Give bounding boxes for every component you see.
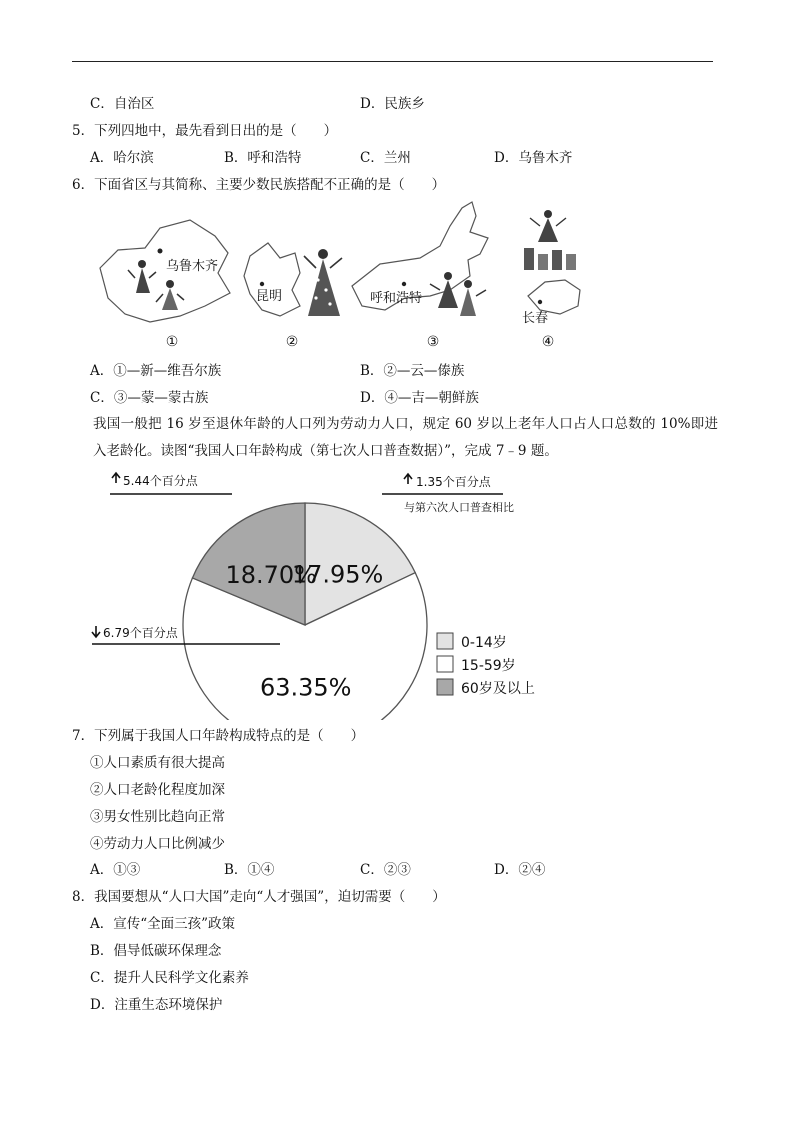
q8-stem: 8．我国要想从“人口大国”走向“人才强国”，迫切需要（ ） (72, 889, 446, 905)
q4-option-c: C．自治区 (90, 96, 155, 112)
map-3-number: ③ (426, 334, 440, 350)
q6-maps-figure (0, 198, 794, 358)
q5-stem: 5．下列四地中，最先看到日出的是（ ） (72, 123, 338, 139)
map-3-city-label: 呼和浩特 (370, 291, 423, 306)
header-rule (72, 61, 713, 62)
q7-option-b: B．①④ (224, 862, 275, 878)
map-2-city-label: 昆明 (256, 289, 283, 304)
legend-label-15-59: 15-59岁 (461, 658, 516, 674)
reading-passage: 我国一般把 16 岁至退休年龄的人口列为劳动力人口，规定 60 岁以上老年人口占人口总数的 10%即进入老龄化。读图“我国人口年龄构成（第七次人口普查数据）”，完成 7﹣9 题。 (93, 416, 718, 459)
legend-swatch-15-59 (437, 656, 453, 672)
yunnan-map-with-dancer-icon (244, 243, 342, 316)
legend-swatch-0-14 (437, 633, 453, 649)
population-age-pie-chart (0, 470, 794, 720)
q6-stem: 6．下面省区与其简称、主要少数民族搭配不正确的是（ ） (72, 177, 446, 193)
annotation-0-14: 1.35个百分点 (416, 475, 491, 489)
up-arrow-icon (404, 474, 412, 484)
down-arrow-icon (92, 626, 100, 637)
q7-option-a: A．①③ (90, 862, 141, 878)
q8-option-a: A．宣传“全面三孩”政策 (90, 916, 236, 932)
legend-label-60-plus: 60岁及以上 (461, 681, 535, 697)
annotation-60-plus: 5.44个百分点 (123, 474, 198, 488)
q7-option-d: D．②④ (494, 862, 546, 878)
q6-option-a: A．①—新—维吾尔族 (90, 363, 222, 379)
q5-option-c: C．兰州 (360, 150, 411, 166)
legend-swatch-60-plus (437, 679, 453, 695)
map-2-number: ② (285, 334, 299, 350)
annotation-15-59: 6.79个百分点 (103, 626, 178, 640)
chart-legend (437, 633, 535, 697)
q8-option-d: D．注重生态环境保护 (90, 997, 223, 1013)
pie-value-label-0-14: 17.95% (291, 560, 384, 589)
map-1-city-label: 乌鲁木齐 (166, 259, 219, 274)
q7-option-c: C．②③ (360, 862, 411, 878)
q6-option-b: B．②—云—傣族 (360, 363, 465, 379)
q8-option-b: B．倡导低碳环保理念 (90, 943, 222, 959)
pie-value-label-60-plus: 18.70% (225, 561, 317, 590)
q7-statement-1: ①人口素质有很大提高 (90, 755, 225, 771)
q7-statement-2: ②人口老龄化程度加深 (90, 782, 225, 798)
q7-statement-3: ③男女性别比趋向正常 (90, 809, 225, 825)
up-arrow-icon (112, 473, 120, 483)
map-1-number: ① (165, 334, 179, 350)
q4-option-d: D．民族乡 (360, 96, 425, 112)
annotation-comparison-note: 与第六次人口普查相比 (404, 501, 514, 514)
q6-option-d: D．④—吉—朝鲜族 (360, 390, 479, 406)
jilin-map-with-dancers-icon (524, 210, 580, 314)
q5-option-b: B．呼和浩特 (224, 150, 302, 166)
pie-value-label-15-59: 63.35% (259, 673, 352, 702)
map-4-city-label: 长春 (522, 311, 549, 326)
legend-label-0-14: 0-14岁 (461, 635, 507, 651)
q7-stem: 7．下列属于我国人口年龄构成特点的是（ ） (72, 728, 365, 744)
map-4-number: ④ (541, 334, 555, 350)
q5-option-a: A．哈尔滨 (90, 150, 154, 166)
q6-option-c: C．③—蒙—蒙古族 (90, 390, 209, 406)
q5-option-d: D．乌鲁木齐 (494, 150, 573, 166)
q8-option-c: C．提升人民科学文化素养 (90, 970, 249, 986)
q7-statement-4: ④劳动力人口比例减少 (90, 836, 225, 852)
